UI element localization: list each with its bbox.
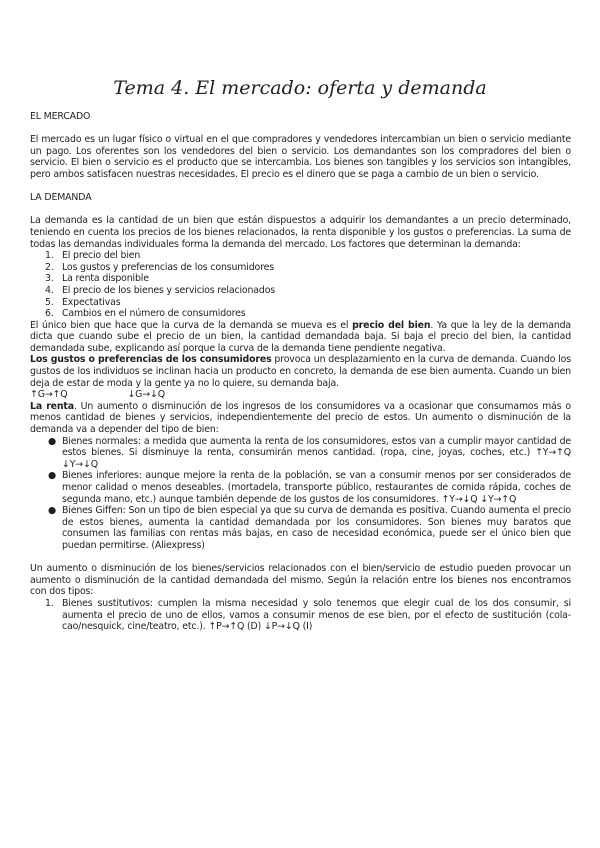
list-item: 1. El precio del bien [45,250,141,262]
paragraph-mercado: El mercado es un lugar físico o virtual en el que compradores y vendedores intercambian un bien o servicio mediante un pago. Los oferentes son los vendedores del bien o servicio. Los demandantes son los compradores del bien o servicio. El bien o servicio es el producto que se intercambia. Los bienes son tangibles y los servicios son intangibles, pero ambos satisfacen nuestras necesidades. El precio es el dinero que se paga a cambio de un bien o servicio. [30,134,571,180]
paragraph-relacionados: Un aumento o disminución de los bienes/servicios relacionados con el bien/servicio de estudio pueden provocar un aumento o disminución de la cantidad demandada del mismo. Según la relación entre los bienes nos encontramos con dos tipos: [30,563,571,598]
list-item: 5. Expectativas [45,296,121,308]
gustos-arrows: ↑G→↑Q ↓G→↓Q [30,389,165,401]
paragraph-precio: El único bien que hace que la curva de la demanda se mueva es el precio del bien. Ya que la ley de la demanda dicta que cuando sube el precio de un bien, la cantidad demandada baja. Si baja el precio del bien, la cantidad demandada sube, explicando así porque la curva de la demanda tiene pendiente negativa. [30,319,572,354]
document-content [30,111,571,633]
section-heading-mercado: EL MERCADO [30,111,91,122]
paragraph-demanda-intro: La demanda es la cantidad de un bien que están dispuestos a adquirir los demandantes a un precio determinado, teniendo en cuenta los precios de los bienes relacionados, la renta disponible y los gustos o preferencias. La suma de todas las demandas individuales forma la demanda del mercado. Los factores que determinan la demanda: [30,215,571,250]
list-item: 3. La renta disponible [45,273,149,285]
list-item: 1. Bienes sustitutivos: cumplen la misma necesidad y solo tenemos que elegir cual de los dos consumir, si aumenta el precio de uno de ellos, vamos a consumir menos de ese bien, por el efecto de sustitución (cola-cao/nesquick, cine/teatro, etc.). ↑P→↑Q (D) ↓P→↓Q (I) [45,597,571,633]
factors-list [30,250,571,320]
goods-list [30,436,571,552]
list-item: ● Bienes normales: a medida que aumenta la renta de los consumidores, estos van a cumplir mayor cantidad de estos bienes. Si disminuye la renta, consumirán menos cantidad. (ropa, cine, joyas, coches, etc.) ↑Y→↑Q ↓Y→↓Q [48,435,571,470]
page-title: Tema 4. El mercado: oferta y demanda [113,77,487,99]
section-heading-demanda: LA DEMANDA [30,192,92,204]
paragraph-gustos: Los gustos o preferencias de los consumidores provoca un desplazamiento en la curva de demanda. Cuando los gustos de los individuos se inclinan hacia un producto en concreto, la demanda de ese bien aumenta. Cuando un bien deja de estar de moda y la gente ya no lo quiere, su demanda baja. [30,354,571,389]
paragraph-renta: La renta. Un aumento o disminución de los ingresos de los consumidores va a ocasionar que consumamos más o menos cantidad de bienes y servicios, independientemente del precio de estos. Un aumento o disminución de la demanda va a depender del tipo de bien: [30,400,571,436]
list-item: 4. El precio de los bienes y servicios relacionados [45,284,276,296]
list-item: 2. Los gustos y preferencias de los consumidores [45,261,274,273]
list-item: ● Bienes Giffen: Son un tipo de bien especial ya que su curva de demanda es positiva. Cuando aumenta el precio de estos bienes, aumenta la cantidad demandada por los consumidores. Son bienes muy baratos que consumen las familias con rentas más bajas, en caso de necesidad económica, puede ser el único bien que puedan permitirse. (Aliexpress) [48,505,571,551]
list-item: 6. Cambios en el número de consumidores [45,308,246,320]
list-item: ● Bienes inferiores: aunque mejore la renta de la población, se van a consumir menos por ser considerados de menor calidad o menos deseables. (mortadela, transporte público, restaurantes de comida rápida, coches de segunda mano, etc.) aunque también depende de los gustos de los consumidores. ↑Y→↓Q ↓Y→↑Q [48,470,571,505]
related-types-list [30,598,571,633]
